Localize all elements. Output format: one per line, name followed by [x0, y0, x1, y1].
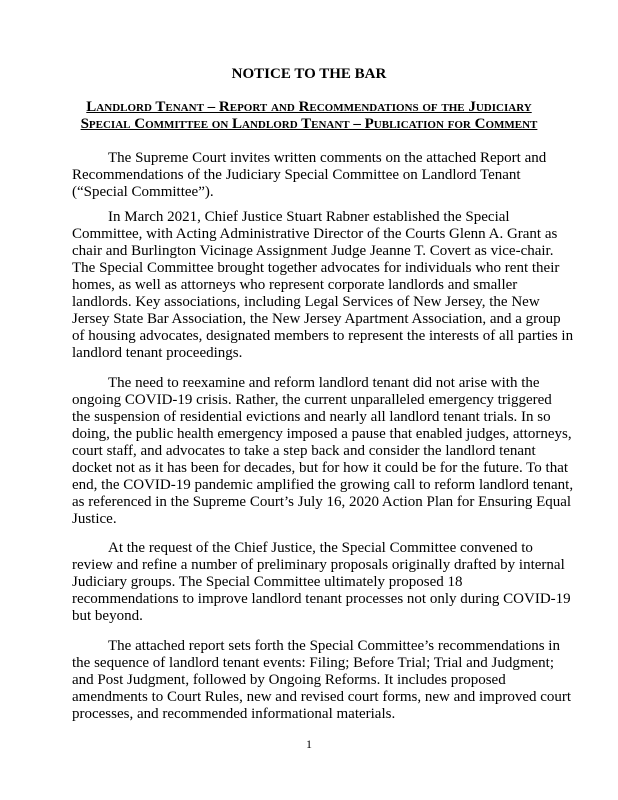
paragraph-report-contents — [72, 638, 572, 723]
text-line: landlords. Key associations, including Legal Services of New Jersey, the New — [72, 294, 540, 310]
text-line: amendments to Court Rules, new and revised court forms, new and improved court — [72, 689, 572, 705]
text-line: the suspension of residential evictions and nearly all landlord tenant trials. In so — [72, 409, 551, 425]
page-number: 1 — [306, 737, 312, 751]
document-subtitle — [60, 99, 558, 133]
text-line: and Post Judgment, followed by Ongoing Reforms. It includes proposed — [72, 672, 506, 688]
text-line: The Special Committee brought together advocates for individuals who rent their — [72, 260, 560, 276]
text-line: end, the COVID-19 pandemic amplified the growing call to reform landlord tenant, — [72, 477, 574, 493]
paragraph-committee-established — [72, 209, 574, 362]
text-line: homes, as well as attorneys who represent corporate landlords and smaller — [72, 277, 518, 293]
text-line: The need to reexamine and reform landlord tenant did not arise with the — [108, 375, 540, 391]
text-line: Justice. — [72, 511, 117, 527]
text-line: Recommendations of the Judiciary Special Committee on Landlord Tenant — [72, 167, 521, 183]
text-line: as referenced in the Supreme Court’s July 16, 2020 Action Plan for Ensuring Equal — [72, 494, 572, 510]
text-line: review and refine a number of preliminary proposals originally drafted by internal — [72, 557, 565, 573]
text-line: of housing advocates, designated members to represent the interests of all parties in — [72, 328, 574, 344]
subtitle-line: Landlord Tenant – Report and Recommendations of the Judiciary — [86, 99, 532, 115]
text-line: chair and Burlington Vicinage Assignment Judge Jeanne T. Covert as vice-chair. — [72, 243, 554, 259]
page-title: NOTICE TO THE BAR — [231, 66, 387, 82]
paragraph-need-to-reform — [72, 375, 574, 528]
text-line: Judiciary groups. The Special Committee ultimately proposed 18 — [72, 574, 463, 590]
text-line: (“Special Committee”). — [72, 184, 214, 200]
paragraph-recommendations — [72, 540, 571, 625]
text-line: docket not as it has been for decades, but for how it could be for the future. To that — [72, 460, 569, 476]
text-line: landlord tenant proceedings. — [72, 345, 243, 361]
text-line: recommendations to improve landlord tenant processes not only during COVID-19 — [72, 591, 571, 607]
subtitle-line: Special Committee on Landlord Tenant – Publication for Comment — [80, 116, 538, 132]
text-line: In March 2021, Chief Justice Stuart Rabner established the Special — [108, 209, 510, 225]
text-line: The attached report sets forth the Special Committee’s recommendations in — [108, 638, 560, 654]
text-line: Jersey State Bar Association, the New Jersey Apartment Association, and a group — [72, 311, 561, 327]
text-line: ongoing COVID-19 crisis. Rather, the current unparalleled emergency triggered — [72, 392, 552, 408]
text-line: The Supreme Court invites written comments on the attached Report and — [108, 150, 547, 166]
text-line: At the request of the Chief Justice, the Special Committee convened to — [108, 540, 533, 556]
text-line: the sequence of landlord tenant events: Filing; Before Trial; Trial and Judgment; — [72, 655, 555, 671]
text-line: processes, and recommended informational materials. — [72, 706, 396, 722]
text-line: Committee, with Acting Administrative Director of the Courts Glenn A. Grant as — [72, 226, 558, 242]
text-line: doing, the public health emergency imposed a pause that enabled judges, attorneys, — [72, 426, 572, 442]
text-line: but beyond. — [72, 608, 143, 624]
paragraph-invitation — [72, 150, 560, 201]
text-line: court staff, and advocates to take a step back and consider the landlord tenant — [72, 443, 536, 459]
